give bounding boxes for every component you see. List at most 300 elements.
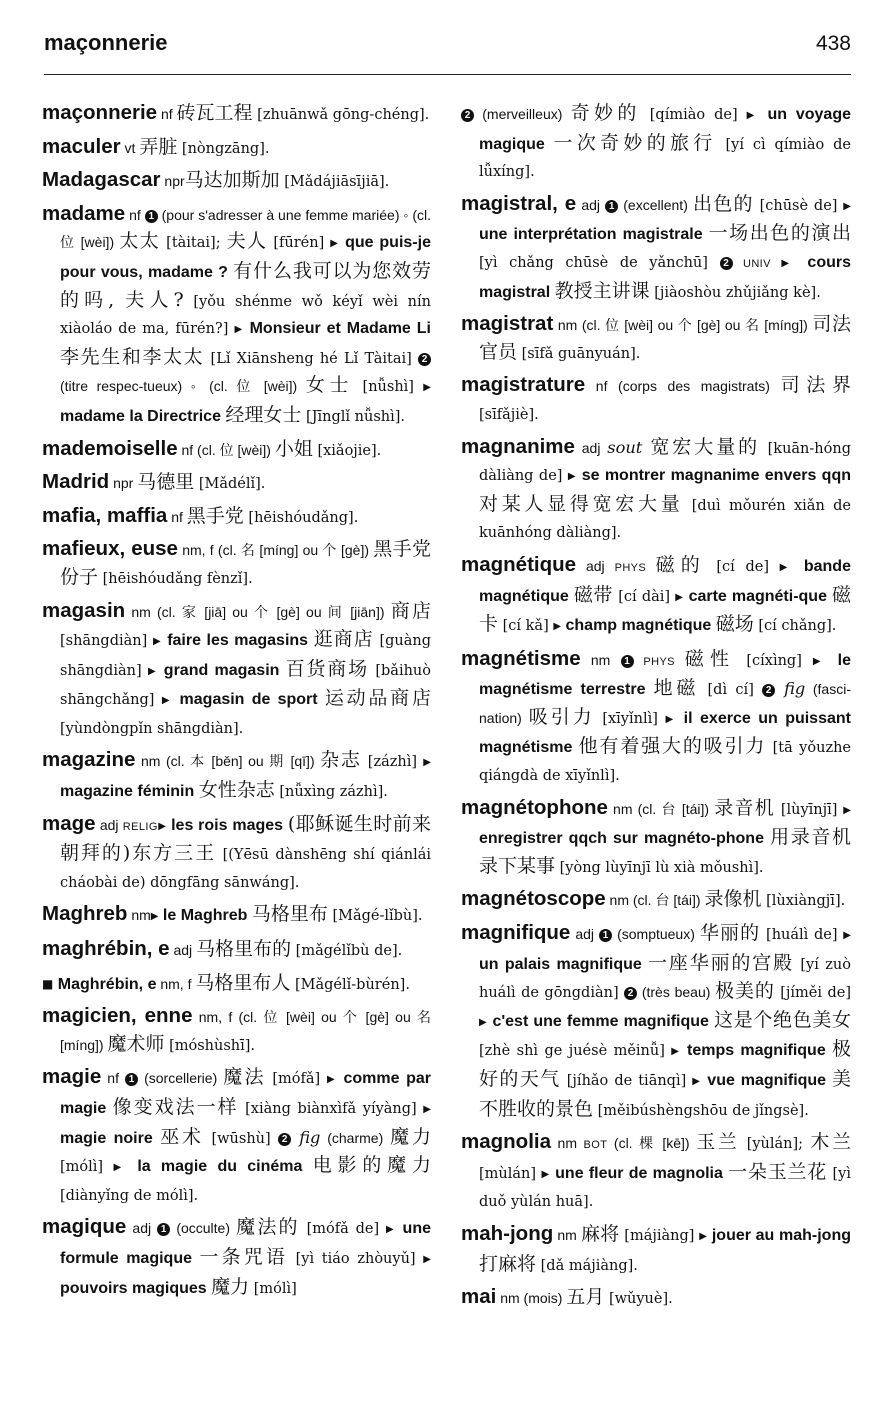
chinese-translation: 司法官员: [479, 313, 851, 363]
pinyin: [tā yǒuzhe qiángdà de xīyǐnlì].: [479, 740, 852, 785]
sense-number: 1: [145, 210, 158, 223]
headword: madame: [42, 201, 126, 225]
sense-number: 2: [720, 257, 733, 270]
pinyin: [sīfǎjiè].: [479, 406, 539, 423]
example-arrow-icon: ▶: [161, 695, 173, 707]
dictionary-entry: [461, 646, 851, 790]
grammar-label: nm: [551, 1135, 584, 1152]
pinyin: [xiàng biànxìfǎ yíyàng]: [238, 1101, 424, 1117]
pinyin: [yí cì qímiào de lǚxíng].: [479, 136, 851, 181]
example-phrase: c'est une femme magnifique: [487, 1012, 715, 1030]
dictionary-entry: [42, 1214, 431, 1302]
chinese-translation: 奇妙的: [570, 102, 641, 124]
dictionary-entry: [42, 747, 431, 805]
chinese-translation: 用录音机录下某事: [479, 826, 851, 877]
grammar-label: vt: [120, 139, 140, 156]
chinese-translation: 极好的天气: [479, 1038, 851, 1090]
pinyin: [yì duǒ yùlán huā].: [479, 1165, 851, 1211]
dictionary-entry: [461, 1221, 851, 1279]
grammar-label: nm: [580, 651, 621, 668]
example-arrow-icon: ▶: [423, 757, 431, 769]
headword: magnétophone: [461, 795, 608, 819]
grammar-label: nm (mois): [496, 1290, 567, 1307]
pinyin: [sīfǎ guānyuán].: [517, 345, 641, 362]
dictionary-entry: [461, 191, 851, 306]
headword: magnétoscope: [461, 887, 606, 911]
chinese-translation: 夫人: [226, 230, 268, 253]
pinyin: [(Yēsū dànshēng shí qiánlái cháobài de) dōngfāng sānwáng].: [60, 847, 432, 891]
usage-label: (occulte): [170, 1220, 237, 1237]
pinyin: [qímiào de]: [640, 107, 747, 123]
example-arrow-icon: ▶: [675, 591, 684, 603]
register-label: fig: [775, 679, 806, 699]
usage-label: (titre respec-tueux) ◦ (cl. 位 [wèi]): [60, 378, 306, 395]
headword: magicien, enne: [42, 1004, 193, 1028]
pinyin: [jiàoshòu zhǔjiǎng kè].: [649, 284, 821, 301]
grammar-label: adj: [576, 557, 615, 574]
register-label: sout: [607, 437, 651, 457]
chinese-translation: 马达加斯加: [184, 169, 280, 192]
page-header: [44, 26, 851, 75]
dictionary-entry: [42, 1003, 431, 1059]
chinese-translation: 太太: [119, 230, 161, 253]
left-column: [42, 100, 431, 1307]
chinese-translation: 这是个绝色美女: [714, 1008, 851, 1031]
pinyin: [mùlán]: [479, 1165, 542, 1182]
dictionary-entry: [461, 920, 851, 1124]
example-phrase: se montrer magnanime envers qqn: [576, 467, 851, 485]
usage-label: (charme): [320, 1129, 391, 1146]
sense-number: 1: [125, 1073, 138, 1086]
domain-label: RELIG: [122, 820, 158, 833]
chinese-translation: 经理女士: [225, 403, 302, 426]
dictionary-entry: [42, 598, 431, 743]
example-arrow-icon: ▶: [843, 930, 851, 942]
chinese-translation: 逛商店: [313, 628, 374, 651]
dictionary-entry: [42, 503, 431, 532]
example-phrase: Maghrébin, e: [53, 975, 157, 993]
pinyin: [chūsè de]: [753, 197, 844, 214]
headword: mafia, maffia: [42, 503, 168, 527]
chinese-translation: 他有着强大的吸引力: [578, 735, 767, 758]
pinyin: [cí chǎng].: [753, 618, 837, 635]
pinyin: [yùndòngpǐn shāngdiàn].: [60, 720, 244, 737]
example-phrase: la magie du cinéma: [127, 1158, 313, 1176]
pinyin: [shāngdiàn]: [60, 633, 153, 650]
grammar-label: nf: [157, 106, 177, 122]
headword: Maghreb: [42, 902, 128, 926]
example-phrase: une fleur de magnolia: [549, 1164, 729, 1182]
example-arrow-icon: ▶: [423, 1104, 431, 1115]
chinese-translation: 小姐: [274, 437, 313, 460]
pinyin: [zhuānwǎ gōng-chéng].: [252, 107, 430, 123]
headword: magistral, e: [461, 191, 577, 215]
example-arrow-icon: ▶: [699, 1230, 708, 1242]
dictionary-entry: [461, 552, 851, 641]
pinyin: [dì cí]: [699, 682, 763, 699]
example-arrow-icon: ▶: [113, 1162, 128, 1174]
chinese-translation: 录像机: [704, 888, 762, 911]
grammar-label: nf: [101, 1070, 126, 1087]
chinese-translation: 有什么我可以为您效劳的吗, 夫人?: [60, 259, 431, 311]
grammar-label: npr: [109, 475, 138, 492]
pinyin: [mólì]: [60, 1159, 114, 1176]
grammar-label: nm (cl. 位 [wèi] ou 个 [gè] ou 名 [míng]): [553, 317, 813, 334]
example-phrase: magasin de sport: [172, 691, 325, 709]
headword: maçonnerie: [42, 101, 158, 124]
example-phrase: un voyage magique: [479, 106, 851, 153]
example-phrase: comme par magie: [60, 1070, 431, 1117]
example-arrow-icon: ▶: [843, 200, 851, 212]
chinese-translation: 马格里布人: [195, 971, 291, 994]
example-phrase: le magnétisme terrestre: [479, 651, 851, 699]
example-phrase: une formule magique: [60, 1220, 431, 1267]
chinese-translation: 马格里布: [251, 903, 328, 926]
dictionary-entry: [461, 1129, 851, 1216]
example-phrase: les rois mages: [166, 816, 288, 834]
chinese-translation: 魔术师: [107, 1032, 165, 1055]
example-phrase: Monsieur et Madame Li: [243, 320, 431, 338]
sense-number: 1: [599, 929, 612, 942]
domain-label: PHYS: [614, 561, 656, 574]
example-arrow-icon: ▶: [665, 713, 677, 725]
chinese-translation: 运动品商店: [324, 687, 431, 710]
grammar-label: nm: [127, 907, 151, 924]
dictionary-entry: [42, 936, 431, 965]
pinyin: [zhè shì ge juésè měinǚ]: [479, 1043, 672, 1060]
dictionary-entry: [42, 970, 431, 999]
pinyin: [kuān-hóng dàliàng de]: [479, 440, 851, 485]
chinese-translation: 磁卡: [479, 583, 852, 636]
pinyin: [xīyǐnlì]: [594, 710, 666, 727]
headword: maculer: [42, 134, 121, 158]
grammar-label: nf (cl. 位 [wèi]): [177, 441, 275, 458]
chinese-translation: 麻将: [580, 1222, 620, 1245]
example-arrow-icon: ▶: [692, 1076, 702, 1087]
example-arrow-icon: ▶: [541, 1168, 550, 1180]
example-phrase: le Maghreb: [158, 907, 252, 925]
chinese-translation: 黑手党: [186, 504, 244, 527]
example-phrase: pouvoirs magiques: [60, 1279, 212, 1297]
chinese-translation: 马德里: [137, 471, 195, 494]
chinese-translation: 磁场: [715, 613, 754, 636]
headword: mafieux, euse: [42, 537, 178, 561]
example-phrase: madame la Directrice: [60, 407, 226, 425]
example-arrow-icon: ▶: [234, 324, 244, 336]
sense-number: 1: [621, 655, 634, 668]
pinyin: [jíhǎo de tiānqì]: [560, 1073, 693, 1089]
example-phrase: magie noire: [60, 1129, 161, 1147]
example-arrow-icon: ▶: [843, 804, 851, 816]
pinyin: [cí kǎ]: [498, 618, 554, 635]
chinese-translation: 一座华丽的宫殿: [648, 951, 794, 974]
pinyin: [xiǎojie].: [312, 442, 382, 459]
example-phrase: cours magistral: [479, 253, 852, 301]
dictionary-entry: [42, 436, 431, 465]
chinese-translation: 巫术: [160, 1125, 204, 1148]
right-column: [461, 100, 851, 1318]
pinyin: [mólì]: [249, 1280, 297, 1297]
headword: magnétique: [461, 552, 577, 576]
chinese-translation: 百货商场: [285, 657, 369, 680]
dictionary-entry: [42, 167, 431, 196]
chinese-translation: 磁带: [573, 583, 614, 606]
dictionary-entry: [461, 372, 851, 428]
usage-label: (excellent): [618, 196, 693, 213]
example-arrow-icon: ▶: [671, 1046, 681, 1058]
headword: mage: [42, 811, 96, 835]
headword: Madagascar: [42, 168, 161, 192]
pinyin: [bǎihuò shāngchǎng]: [60, 662, 431, 709]
example-arrow-icon: ▶: [157, 820, 167, 832]
dictionary-entry: [42, 1064, 431, 1209]
chinese-translation: 磁性: [684, 647, 736, 670]
grammar-label: nf: [125, 206, 145, 223]
headword: maghrébin, e: [42, 937, 170, 961]
headword: magistrat: [461, 312, 554, 336]
sense-number: 2: [418, 353, 431, 366]
grammar-label: adj: [126, 1220, 158, 1237]
dictionary-entry: [42, 469, 431, 498]
headword: magique: [42, 1215, 127, 1239]
grammar-label: adj: [95, 816, 123, 833]
example-arrow-icon: ▶: [326, 1074, 337, 1086]
usage-label: (sorcellerie): [138, 1070, 224, 1087]
chinese-translation: 华丽的: [699, 922, 761, 945]
dictionary-entry: [461, 434, 851, 547]
example-arrow-icon: ▶: [553, 621, 562, 633]
example-arrow-icon: ▶: [812, 655, 827, 667]
headword: mai: [461, 1285, 497, 1309]
chinese-translation: 魔法的: [236, 1216, 300, 1239]
pinyin: [yì tiáo zhòuyǔ]: [287, 1250, 424, 1267]
dictionary-entry: [42, 134, 431, 163]
pinyin: [yùlán];: [739, 1136, 811, 1153]
pinyin: [móshùshī].: [164, 1037, 256, 1054]
chinese-translation: 弄脏: [139, 135, 178, 158]
pinyin: [lùxiàngjī].: [761, 893, 846, 910]
example-phrase: carte magnéti-que: [683, 587, 832, 605]
pinyin: [zázhì]: [361, 754, 424, 771]
pinyin: [Jīnglǐ nǚshì].: [301, 408, 406, 425]
chinese-translation: 美不胜收的景色: [479, 1068, 851, 1120]
pinyin: [nǚshì]: [353, 379, 424, 396]
dictionary-entry: [461, 1284, 851, 1313]
running-headword: maçonnerie: [44, 30, 168, 55]
headword: magazine: [42, 748, 136, 772]
example-arrow-icon: ▶: [152, 636, 162, 648]
chinese-translation: 吸引力: [528, 705, 595, 728]
grammar-label: (cl. 棵 [kē]): [607, 1135, 697, 1152]
pinyin: [hēishóudǎng].: [243, 509, 359, 526]
pinyin: [jíměi de]: [774, 985, 851, 1002]
headword: magie: [42, 1065, 102, 1089]
pinyin: [yì chǎng chūsè de yǎnchū]: [479, 254, 720, 271]
chinese-translation: 魔法: [223, 1066, 266, 1089]
chinese-translation: 一朵玉兰花: [728, 1160, 828, 1183]
usage-label: (merveilleux): [474, 106, 571, 122]
sense-number: 2: [278, 1133, 291, 1146]
grammar-label: nm (cl. 本 [běn] ou 期 [qī]): [135, 753, 321, 770]
example-arrow-icon: ▶: [330, 238, 340, 250]
chinese-translation: 魔力: [390, 1125, 431, 1148]
register-label: fig: [291, 1127, 321, 1147]
chinese-translation: 砖瓦工程: [176, 102, 253, 124]
example-phrase: magazine féminin: [60, 783, 199, 801]
chinese-translation: 木兰: [810, 1131, 851, 1154]
chinese-translation: 一条咒语: [199, 1245, 288, 1268]
chinese-translation: 极美的: [715, 980, 775, 1003]
grammar-label: adj: [574, 439, 608, 456]
example-arrow-icon: ▶: [150, 911, 159, 923]
chinese-translation: 玉兰: [696, 1131, 740, 1154]
chinese-translation: 录音机: [714, 796, 775, 819]
example-arrow-icon: ▶: [479, 1016, 488, 1028]
dictionary-entry: [42, 201, 431, 431]
chinese-translation: 宽宏大量的: [650, 435, 761, 458]
pinyin: [Mǎdájiāsījiā].: [279, 174, 390, 191]
grammar-label: adj: [570, 926, 600, 943]
example-arrow-icon: ▶: [148, 665, 158, 677]
pinyin: [cí dài]: [613, 588, 676, 605]
example-arrow-icon: ▶: [779, 561, 794, 573]
chinese-translation: 李先生和李太太: [60, 345, 205, 368]
usage-label: (très beau): [637, 984, 716, 1001]
chinese-translation: 黑手党份子: [60, 538, 431, 588]
pinyin: [Mǎgé-lǐbù].: [327, 908, 423, 925]
pinyin: [Lǐ Xiānsheng hé Lǐ Tàitai]: [204, 350, 418, 367]
chinese-translation: 一次奇妙的旅行: [553, 131, 717, 154]
chinese-translation: 商店: [390, 599, 431, 622]
grammar-label: nm (cl. 家 [jiā] ou 个 [gè] ou 间 [jiān]): [125, 603, 391, 620]
headword: magasin: [42, 598, 126, 622]
example-arrow-icon: ▶: [423, 382, 431, 394]
domain-label: PHYS: [633, 655, 685, 668]
pinyin: [tàitai];: [160, 235, 227, 252]
example-phrase: temps magnifique: [680, 1042, 832, 1060]
chinese-translation: 女士: [305, 374, 354, 397]
pinyin: [mǎgélǐbù de].: [291, 943, 403, 960]
pinyin: [fūrén]: [267, 235, 331, 252]
example-phrase: une interprétation magistrale: [479, 226, 709, 244]
example-arrow-icon: ▶: [781, 257, 796, 269]
chinese-translation: 杂志: [320, 749, 362, 772]
usage-label: (pour s'adresser à une femme mariée) ◦ (cl. 位 [wèi]): [60, 206, 431, 251]
chinese-translation: 对某人显得宽宏大量: [479, 492, 684, 515]
chinese-translation: 女性杂志: [198, 779, 275, 802]
pinyin: [mófǎ de]: [299, 1221, 386, 1238]
dictionary-entry: [461, 100, 851, 186]
headword: mah-jong: [461, 1221, 554, 1245]
example-phrase: champ magnétique: [561, 617, 716, 635]
example-phrase: vue magnifique: [701, 1072, 832, 1089]
headword: magistrature: [461, 373, 586, 397]
chinese-translation: (耶稣诞生时前来朝拜的)东方三王: [60, 812, 431, 865]
pinyin: [duì mǒurén xiǎn de kuānhóng dàliàng].: [479, 497, 851, 542]
example-phrase: que puis-je pour vous, madame ?: [60, 234, 431, 281]
pinyin: [hēishóudǎng fènzǐ].: [98, 570, 253, 587]
grammar-label: nm, f (cl. 名 [míng] ou 个 [gè]): [177, 542, 374, 559]
domain-label: UNIV: [732, 257, 782, 270]
pinyin: [yòng lùyīnjī lù xià mǒushì].: [555, 859, 764, 876]
example-phrase: jouer au mah-jong: [707, 1226, 851, 1244]
example-phrase: un palais magnifique: [479, 955, 649, 973]
pinyin: [yǒu shénme wǒ kéyǐ wèi nín xiàoláo de ma, fūrén?]: [60, 293, 431, 338]
pinyin: [Mǎgélǐ-bùrén].: [290, 976, 410, 993]
chinese-translation: 五月: [566, 1286, 605, 1309]
chinese-translation: 魔力: [211, 1275, 250, 1298]
headword: magnanime: [461, 434, 575, 458]
chinese-translation: 一场出色的演出: [708, 222, 851, 245]
headword: magnifique: [461, 921, 571, 945]
chinese-translation: 马格里布的: [196, 938, 292, 961]
grammar-label: nm, f (cl. 位 [wèi] ou 个 [gè] ou 名 [míng]): [60, 1009, 431, 1053]
dictionary-entry: [461, 886, 851, 915]
pinyin: [nǚxìng zázhì].: [274, 784, 388, 801]
grammar-label: npr: [160, 173, 185, 190]
chinese-translation: 磁的: [655, 553, 706, 576]
dictionary-entry: [42, 901, 431, 931]
grammar-label: nf: [167, 508, 187, 525]
pinyin: [guàng shāngdiàn]: [60, 633, 431, 679]
pinyin: [lùyīnjī]: [774, 801, 844, 818]
usage-label: (fasci-nation): [479, 681, 851, 726]
example-phrase: il exerce un puissant magnétisme: [479, 709, 851, 757]
subentry-marker-icon: ■: [42, 976, 54, 991]
chinese-translation: 司法界: [780, 374, 851, 397]
headword: magnolia: [461, 1130, 551, 1154]
chinese-translation: 像变戏法一样: [112, 1096, 239, 1118]
dictionary-entry: [461, 795, 851, 882]
example-phrase: grand magasin: [157, 661, 286, 679]
grammar-label: nm (cl. 台 [tái]): [605, 892, 705, 909]
sense-number: 2: [762, 684, 775, 697]
pinyin: [Mǎdélǐ].: [194, 476, 266, 493]
sense-number: 2: [624, 987, 637, 1000]
sense-number: 1: [157, 1223, 170, 1236]
dictionary-entry: [42, 811, 431, 897]
pinyin: [diànyǐng de mólì].: [60, 1187, 199, 1204]
example-arrow-icon: ▶: [746, 110, 759, 121]
sense-number: 2: [461, 109, 474, 122]
headword: mademoiselle: [42, 436, 178, 460]
headword: magnétisme: [461, 646, 581, 670]
pinyin: [wǔyuè].: [604, 1291, 673, 1308]
usage-label: (somptueux): [612, 926, 700, 943]
pinyin: [huálì de]: [760, 927, 844, 944]
grammar-label: nm (cl. 台 [tái]): [607, 800, 715, 817]
pinyin: [májiàng]: [619, 1227, 700, 1244]
pinyin: [nòngzāng].: [177, 140, 270, 157]
pinyin: [mófǎ]: [265, 1071, 327, 1088]
dictionary-entry: [42, 536, 431, 592]
grammar-label: nm, f: [156, 975, 196, 992]
page-number: 438: [815, 32, 851, 55]
chinese-translation: 打麻将: [479, 1252, 537, 1275]
pinyin: [cíxìng]: [735, 652, 813, 669]
chinese-translation: 出色的: [693, 192, 754, 215]
domain-label: BOT: [583, 1139, 608, 1152]
chinese-translation: 电影的魔力: [312, 1154, 431, 1177]
pinyin: [dǎ májiàng].: [536, 1257, 638, 1274]
pinyin: [měibúshèngshōu de jǐngsè].: [593, 1102, 809, 1119]
example-arrow-icon: ▶: [567, 471, 577, 483]
sense-number: 1: [605, 200, 618, 213]
example-phrase: bande magnétique: [479, 557, 851, 605]
pinyin: [cí de]: [705, 558, 780, 575]
headword: Madrid: [42, 470, 110, 494]
example-phrase: faire les magasins: [161, 632, 314, 650]
